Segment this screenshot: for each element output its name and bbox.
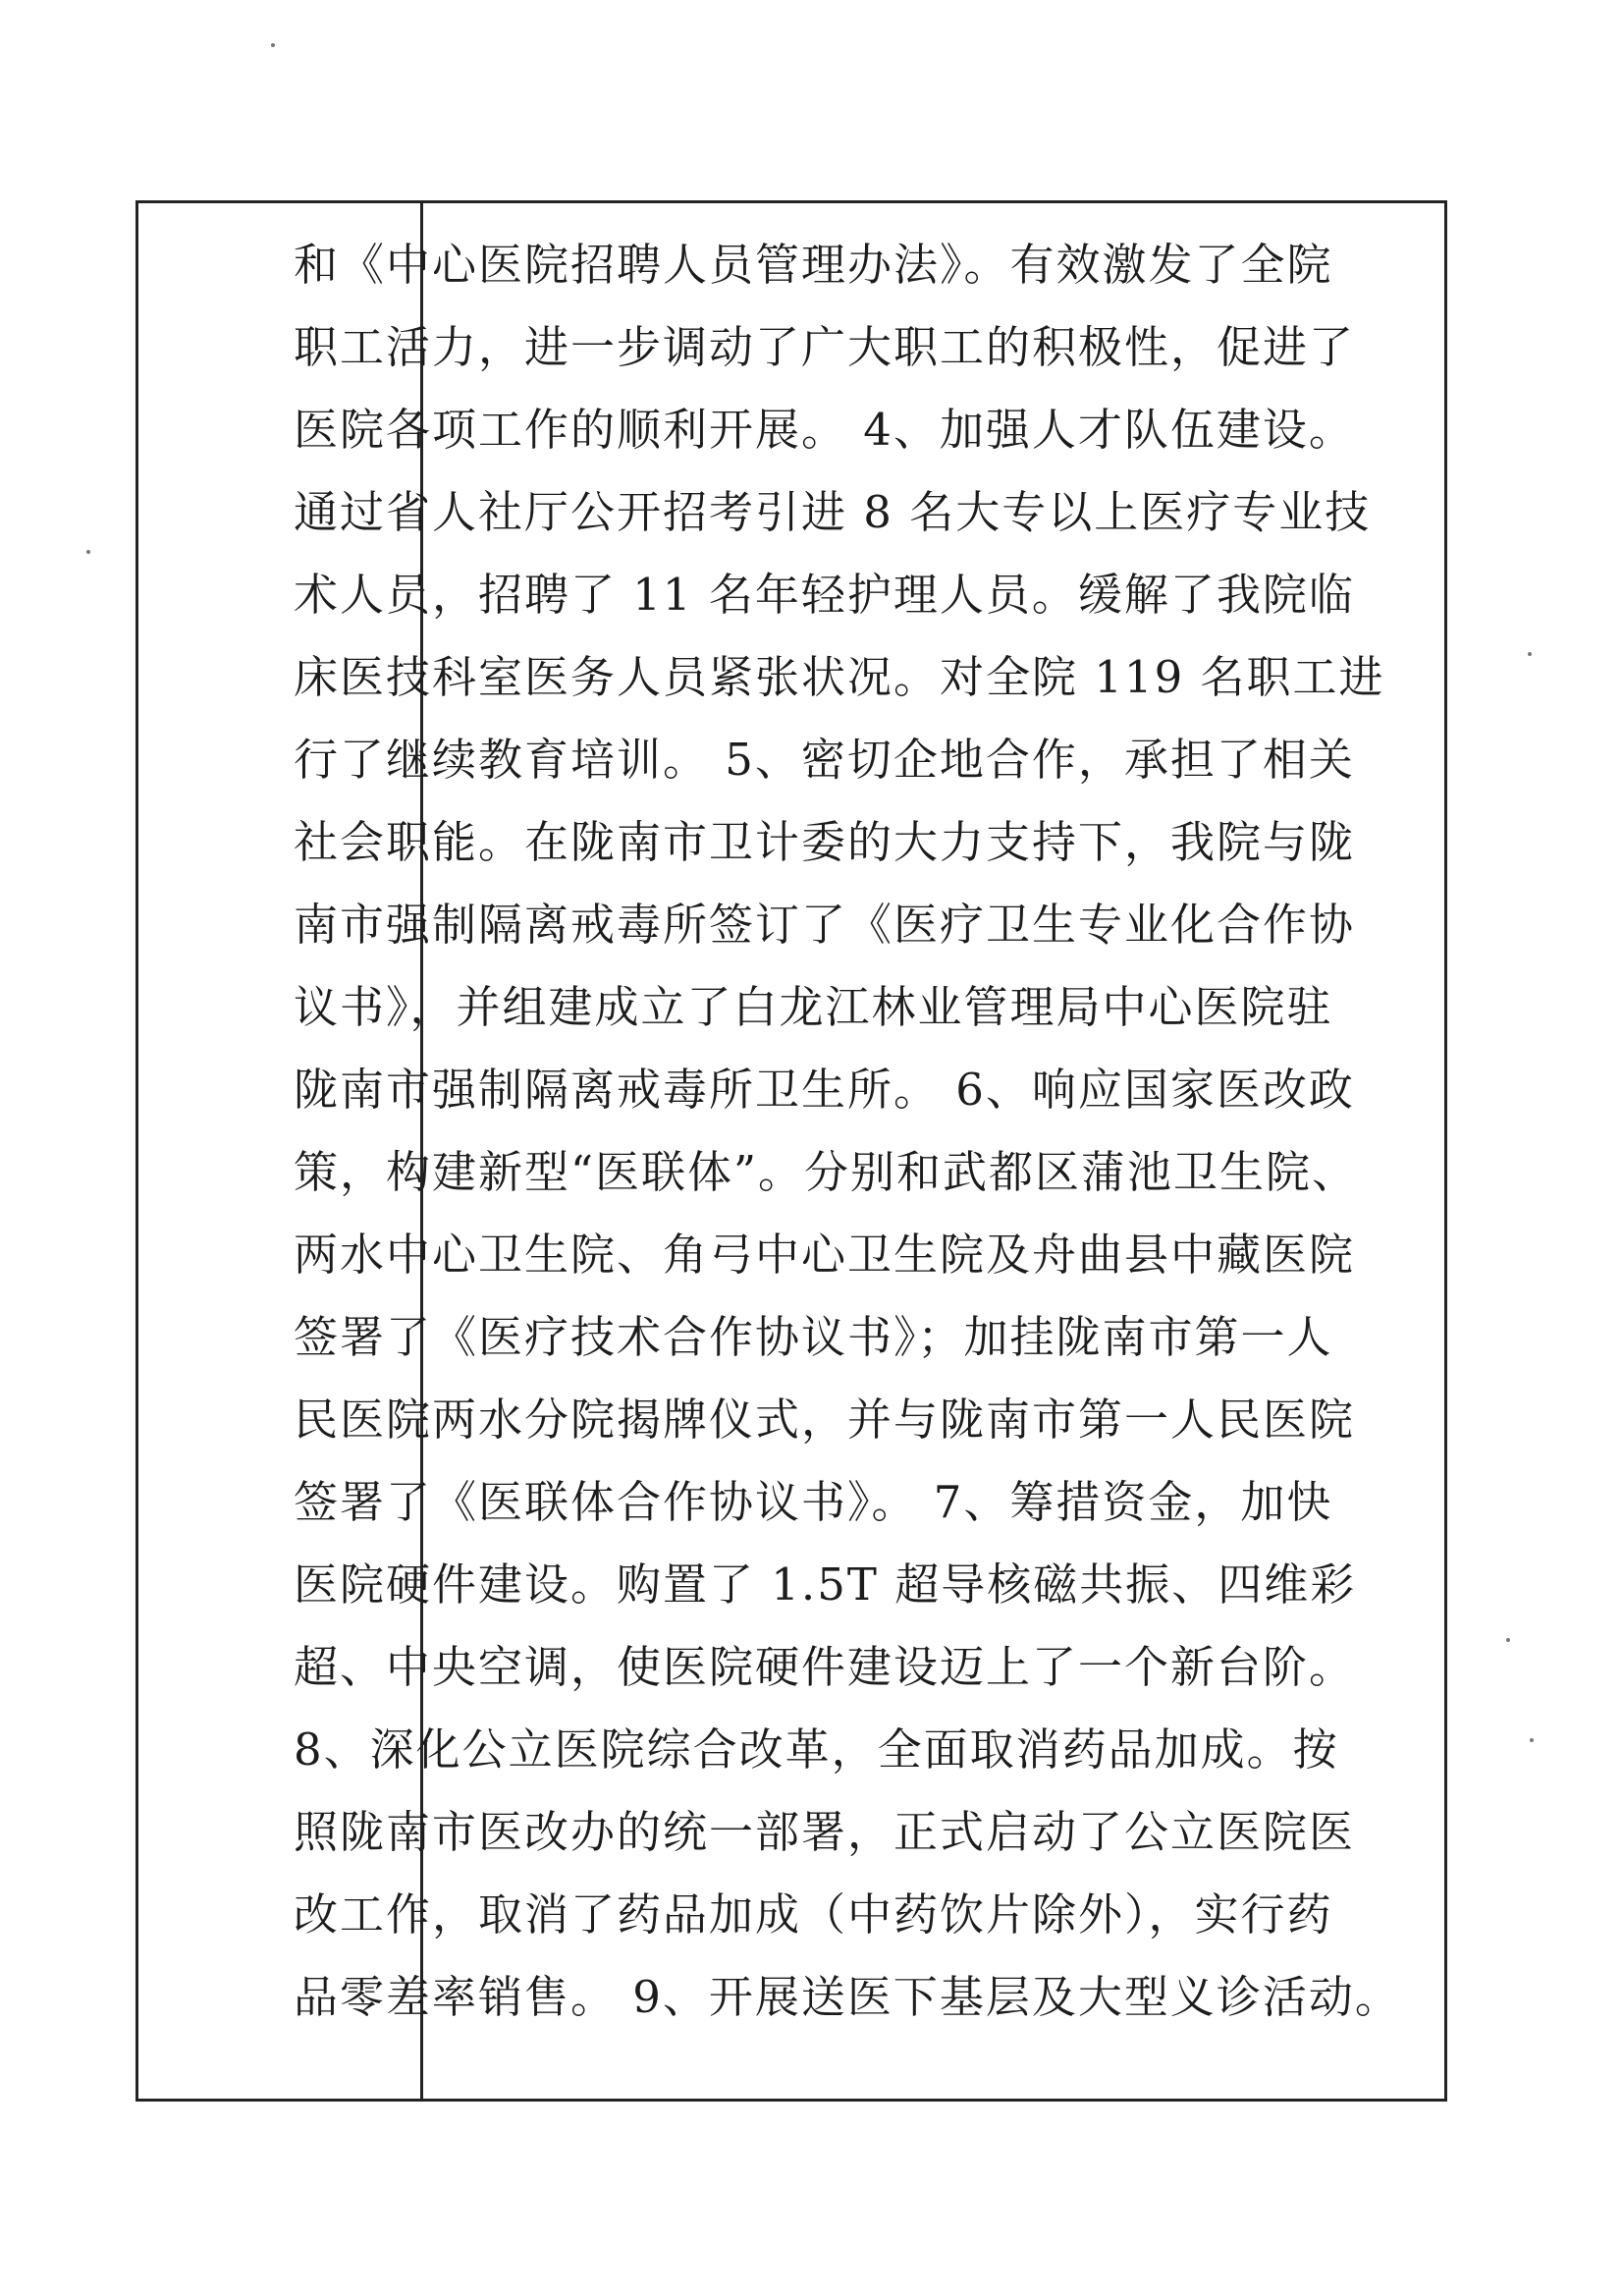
scan-speck — [271, 43, 275, 47]
scan-speck — [1506, 1638, 1510, 1642]
text-line: 超、中央空调，使医院硬件建设迈上了一个新台阶。 — [294, 1641, 1356, 1693]
text-line: 医院各项工作的顺利开展。 4、加强人才队伍建设。 — [294, 404, 1355, 456]
text-line: 通过省人社厅公开招考引进 8 名大专以上医疗专业技 — [294, 486, 1372, 538]
text-line: 南市强制隔离戒毒所签订了《医疗卫生专业化合作协 — [294, 899, 1356, 951]
text-line: 医院硬件建设。购置了 1.5T 超导核磁共振、四维彩 — [294, 1558, 1357, 1611]
text-line: 8、深化公立医院综合改革，全面取消药品加成。按 — [294, 1723, 1339, 1776]
text-line: 策，构建新型“医联体”。分别和武都区蒲池卫生院、 — [294, 1146, 1359, 1198]
scan-speck — [86, 550, 90, 554]
text-line: 床医技科室医务人员紧张状况。对全院 119 名职工进 — [294, 651, 1385, 703]
text-line: 社会职能。在陇南市卫计委的大力支持下，我院与陇 — [294, 816, 1356, 868]
text-line: 两水中心卫生院、角弓中心卫生院及舟曲县中藏医院 — [294, 1229, 1356, 1281]
text-line: 和《中心医院招聘人员管理办法》。有效激发了全院 — [294, 239, 1333, 291]
form-table — [135, 200, 1447, 2102]
text-line: 签署了《医联体合作协议书》。 7、筹措资金，加快 — [294, 1476, 1333, 1528]
text-line: 议书》，并组建成立了白龙江林业管理局中心医院驻 — [294, 981, 1333, 1033]
text-line: 照陇南市医改办的统一部署，正式启动了公立医院医 — [294, 1806, 1356, 1858]
text-line: 签署了《医疗技术合作协议书》；加挂陇南市第一人 — [294, 1311, 1333, 1363]
text-line: 职工活力，进一步调动了广大职工的积极性，促进了 — [294, 321, 1356, 373]
text-line: 品零差率销售。 9、开展送医下基层及大型义诊活动。 — [294, 1971, 1401, 2023]
text-line: 改工作，取消了药品加成（中药饮片除外），实行药 — [294, 1888, 1333, 1941]
scan-speck — [1528, 652, 1532, 656]
text-line: 术人员，招聘了 11 名年轻护理人员。缓解了我院临 — [294, 569, 1355, 621]
text-line: 行了继续教育培训。 5、密切企地合作，承担了相关 — [294, 734, 1355, 786]
text-line: 民医院两水分院揭牌仪式，并与陇南市第一人民医院 — [294, 1394, 1356, 1446]
text-line: 陇南市强制隔离戒毒所卫生所。 6、响应国家医改政 — [294, 1064, 1355, 1116]
scan-speck — [1530, 1738, 1534, 1742]
